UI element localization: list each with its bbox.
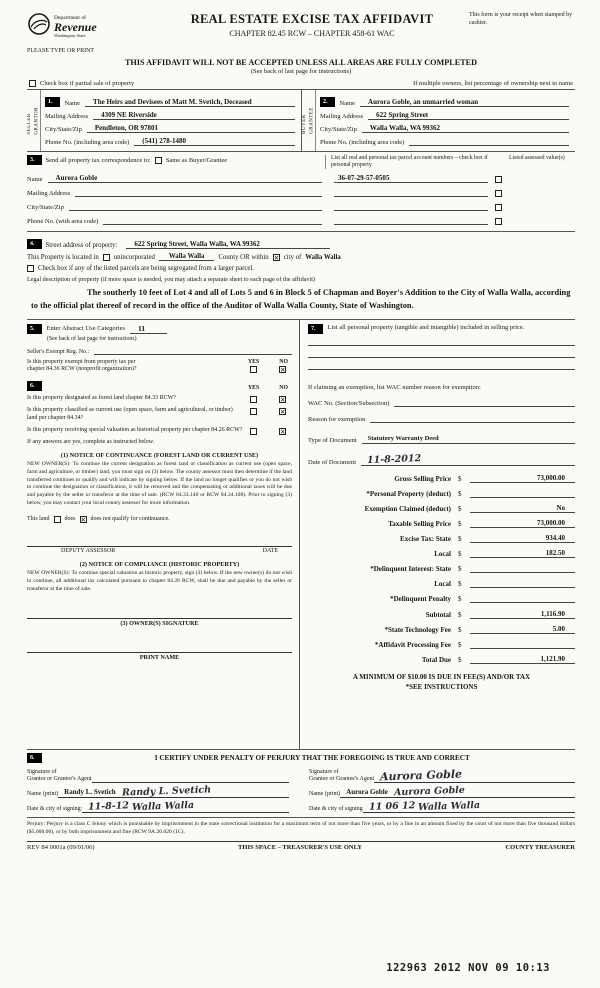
tax-name-value[interactable]: Aurora Goble (48, 174, 322, 183)
grantee-sig-label-1: Signature of (309, 768, 339, 775)
tax-phone-label: Phone No. (with area code) (27, 218, 99, 226)
fee-value-processing-fee[interactable] (470, 640, 575, 649)
see-back-note: (See back of last page for instructions) (250, 68, 352, 75)
grantor-name-typed: Randy L. Svetich (64, 788, 116, 797)
tax-csz-value[interactable] (69, 202, 322, 211)
fee-value-gross[interactable]: 73,000.00 (470, 474, 575, 483)
grantee-name-typed: Aurora Goble (346, 788, 388, 797)
seller-csz-label: City/State/Zip (45, 126, 82, 133)
street-address-value[interactable]: 622 Spring Street, Walla Walla, WA 99362 (126, 240, 329, 249)
section-8-number: 8. (27, 753, 42, 763)
legal-description-text: The southerly 10 feet of Lot 4 and all of Lots 5 and 6 in Block 5 of Chapman and Boyer's Addition to the City of Walla Walla, according to the official plat thereof of record in the office of the Auditor of Walla Walla County, State of Washington. (31, 288, 571, 311)
buyer-csz-value[interactable]: Walla Walla, WA 99362 (362, 124, 569, 133)
city-of-label: city of (283, 254, 302, 262)
parcel-number-4[interactable] (334, 216, 488, 225)
fee-value-personal[interactable] (470, 489, 575, 498)
this-land-label: This land (27, 516, 50, 523)
logo-state-text: Washington State (54, 33, 86, 38)
type-of-document-value[interactable]: Statutory Warranty Deed (362, 435, 575, 444)
seller-side-top: SELLER (27, 112, 32, 135)
buyer-side-top: BUYER (302, 114, 307, 134)
seller-grantor-side-label (27, 90, 41, 151)
print-name-label: PRINT NAME (139, 654, 180, 662)
grantee-signature-line[interactable] (374, 769, 575, 783)
fee-label-taxable: Taxable Selling Price (388, 519, 451, 528)
form-rev-number: REV 84 0001a (09/01/06) (27, 843, 95, 851)
fee-label-tech-fee: *State Technology Fee (384, 625, 451, 634)
dollar-sign: $ (458, 535, 462, 544)
grantor-date-line[interactable] (82, 801, 289, 813)
fee-label-excise-state: Excise Tax: State (400, 535, 451, 544)
city-checkbox[interactable]: ✕ (273, 254, 280, 263)
section-4-number: 4. (27, 239, 42, 249)
exempt-reg-value[interactable] (94, 346, 292, 355)
dollar-sign: $ (458, 489, 462, 498)
tax-mailing-value[interactable] (75, 188, 322, 197)
exemption-note: If claiming an exemption, list WAC number reason for exemption: (308, 383, 481, 391)
deputy-date-label: DATE (262, 547, 278, 554)
send-correspondence-label: Send all property tax correspondence to: (45, 156, 151, 164)
fee-label-delinquent-state: *Delinquent Interest: State (370, 565, 451, 574)
legal-description-label: Legal description of property (if more space is needed, you may attach a separate sheet to each page of the affidavit) (27, 276, 315, 284)
dollar-sign: $ (458, 519, 462, 528)
grantee-date-city-label: Date & city of signing (309, 805, 363, 812)
notice-compliance-text: NEW OWNER(S): To continue special valuation as historic property, sign (3) below. If the new owner(s) do not wish to continue, all additional tax calculated pursuant to chapter 84.26 RCW, shall be due and payable by the seller or transferor at the time of sale. (27, 569, 292, 592)
grantee-signature-block (301, 766, 575, 813)
fee-value-delinquent-state[interactable] (470, 564, 575, 573)
fee-value-taxable[interactable]: 73,000.00 (470, 519, 575, 528)
buyer-csz-label: City/State/Zip (320, 126, 357, 133)
grantee-signature-script: Aurora Goble (380, 767, 463, 784)
logo-dept-text: Department of (54, 15, 86, 21)
owners-signature-line[interactable] (27, 603, 292, 619)
county-treasurer-label: COUNTY TREASURER (505, 843, 575, 851)
cashier-stamp: 122963 2012 NOV 09 10:13 (386, 962, 550, 974)
fee-label-subtotal: Subtotal (425, 610, 451, 619)
tax-name-label: Name (27, 176, 43, 184)
parties-section (27, 89, 575, 152)
fee-label-delinquent-local: Local (434, 580, 451, 589)
seller-name-label: Name (64, 100, 81, 107)
fee-label-total-due: Total Due (421, 655, 451, 664)
buyer-mailing-value[interactable]: 622 Spring Street (368, 111, 569, 120)
parcel-personal-checkbox-3[interactable] (495, 204, 502, 211)
forest-no-checkbox[interactable]: ✕ (280, 396, 286, 405)
assessed-values-header: Listed assessed value(s) (509, 155, 565, 161)
dollar-sign: $ (458, 474, 462, 483)
grantee-sig-label-2: Grantee or Grantee's Agent (309, 775, 375, 782)
minimum-fee-note: A MINIMUM OF $10.00 IS DUE IN FEE(S) AND/OR TAX (352, 672, 531, 681)
abstract-use-value[interactable]: 11 (130, 324, 167, 334)
fee-table (308, 474, 575, 664)
current-use-yes-checkbox[interactable] (250, 408, 257, 415)
does-label: does (64, 516, 76, 523)
parcel-number-value[interactable]: 36-07-29-57-0505 (334, 174, 488, 183)
grantor-date-city-label: Date & city of signing: (27, 805, 83, 812)
buyer-name-value[interactable]: Aurora Goble, an unmarried woman (360, 98, 569, 107)
please-type-or-print-label: PLEASE TYPE OR PRINT (27, 48, 95, 54)
buyer-box (301, 90, 575, 151)
exempt-question-line2: chapter 84.36 RCW (nonprofit organization)? (27, 366, 137, 373)
fee-label-gross: Gross Selling Price (394, 474, 451, 483)
fee-label-personal: *Personal Property (deduct) (366, 489, 451, 498)
type-of-document-label: Type of Document (308, 436, 357, 444)
wac-value[interactable] (394, 398, 575, 407)
middle-columns (27, 320, 575, 750)
section-7-number: 7. (308, 324, 323, 334)
section-2-number: 2. (320, 97, 335, 107)
located-in-label: This Property is located in (27, 254, 99, 262)
forest-yes-checkbox[interactable] (250, 396, 257, 403)
historical-no-checkbox[interactable]: ✕ (280, 427, 286, 436)
seller-mailing-label: Mailing Address (45, 113, 89, 120)
section-4 (27, 232, 575, 319)
section-8 (27, 750, 575, 818)
personal-property-line-2[interactable] (308, 346, 575, 358)
dollar-sign: $ (458, 625, 462, 634)
dollar-sign: $ (458, 655, 462, 664)
section-6-number: 6. (27, 381, 42, 391)
segregated-checkbox[interactable] (27, 265, 34, 272)
historical-yes-checkbox[interactable] (250, 428, 257, 435)
personal-property-line-3[interactable] (308, 358, 575, 370)
grantor-name-script: Randy L. Svetich (121, 784, 211, 799)
section-5-see-back: (See back of last page for instructions) (47, 335, 137, 342)
date-of-document-value[interactable]: 11-8-2012 (366, 452, 422, 466)
buyer-mailing-label: Mailing Address (320, 113, 364, 120)
segregated-label: Check box if any of the listed parcels are being segregated from a larger parcel. (38, 265, 254, 273)
does-not-label: does not qualify for continuance. (90, 516, 170, 523)
warning-line: THIS AFFIDAVIT WILL NOT BE ACCEPTED UNLESS ALL AREAS ARE FULLY COMPLETED (124, 58, 478, 67)
dor-logo-text (54, 15, 97, 38)
street-address-label: Street address of property: (45, 242, 118, 250)
county-or-within-label: County OR within (218, 254, 269, 262)
buyer-phone-value[interactable] (409, 137, 569, 146)
abstract-use-label: Enter Abstract Use Categories (46, 325, 126, 333)
dollar-sign: $ (458, 550, 462, 559)
buyer-phone-label: Phone No. (including area code) (320, 139, 405, 146)
exempt-question-line1: Is this property exempt from property tax per (27, 358, 136, 365)
fee-value-penalty[interactable] (470, 594, 575, 603)
yes-header: YES (248, 358, 260, 365)
grantor-signature-line[interactable] (92, 772, 289, 783)
seller-mailing-value[interactable]: 4309 NE Riverside (93, 111, 295, 120)
s6-no-header: NO (279, 385, 288, 392)
print-name-line[interactable] (27, 637, 292, 653)
partial-sale-checkbox[interactable] (29, 80, 36, 87)
form-header (27, 12, 575, 54)
grantee-name-line[interactable] (340, 786, 575, 798)
fee-value-total-due[interactable]: 1,121.90 (470, 655, 575, 664)
treasurer-space-label: THIS SPACE – TREASURER'S USE ONLY (238, 843, 363, 851)
seller-phone-value[interactable]: (541) 278-1480 (134, 137, 295, 146)
seller-csz-value[interactable]: Pendleton, OR 97801 (87, 124, 295, 133)
sections-5-6-column (27, 320, 299, 749)
tax-csz-label: City/State/Zip (27, 204, 64, 212)
tax-mailing-label: Mailing Address (27, 190, 71, 198)
section-3 (27, 152, 575, 232)
parcel-personal-checkbox-2[interactable] (495, 190, 502, 197)
grantor-date-script: 11-8-12 (88, 800, 130, 813)
city-name-value[interactable]: Walla Walla (305, 254, 341, 262)
notice-continuance-text: NEW OWNER(S): To continue the current designation as forest land or classification as current use (open space, farm and agriculture, or timber) land, you must sign on (3) below. The county assessor must then determine if the land transferred continues to qualify and will indicate by signing below. If the land no longer qualifies or you do not wish to continue the designation or classification, it will be removed and the compensating or additional taxes will be due and payable by the seller or transferor at the time of sale. (RCW 84.33.140 or RCW 84.34.108). Prior to signing (3) below, you may contact your local county assessor for more information. (27, 460, 292, 507)
exempt-yes-checkbox[interactable] (250, 366, 257, 373)
fee-value-subtotal[interactable]: 1,116.90 (470, 610, 575, 619)
reason-value[interactable] (370, 414, 575, 423)
fee-value-exemption[interactable]: No (470, 504, 575, 513)
dollar-sign: $ (458, 640, 462, 649)
grantee-date-line[interactable] (363, 801, 575, 813)
does-qualify-checkbox[interactable] (54, 516, 61, 523)
dor-logo-block (27, 12, 155, 54)
notice-compliance-title: (2) NOTICE OF COMPLIANCE (HISTORIC PROPERTY) (79, 560, 240, 568)
see-instructions-note: *SEE INSTRUCTIONS (405, 683, 478, 692)
form-title: REAL ESTATE EXCISE TAX AFFIDAVIT (190, 12, 434, 26)
form-chapter-line: CHAPTER 82.45 RCW – CHAPTER 458-61 WAC (229, 29, 395, 38)
section-3-number: 3. (27, 155, 42, 165)
fee-value-tech-fee[interactable]: 5.00 (470, 625, 575, 634)
perjury-statement: Perjury: Perjury is a class C felony which is punishable by imprisonment in the state correctional institution for a maximum term of not more than five years, or by a fine in an amount fixed by the court of not more than five thousand dollars ($5,000.00), or by both imprisonment and fine (RCW 9A.20.020 (1C). (27, 821, 575, 835)
tax-phone-value[interactable] (103, 216, 322, 225)
county-name-value[interactable]: Walla Walla (159, 253, 215, 261)
exempt-reg-label: Seller's Exempt Reg. No.: (27, 348, 90, 355)
deputy-assessor-label: DEPUTY ASSESSOR (61, 547, 116, 554)
receipt-note: This form is your receipt when stamped by cashier. (469, 12, 573, 26)
owners-signature-label: (3) OWNER(S) SIGNATURE (120, 620, 199, 628)
grantee-city-script: Walla Walla (417, 799, 481, 814)
fee-value-delinquent-local[interactable] (470, 579, 575, 588)
logo-revenue-text: Revenue (54, 20, 97, 34)
grantee-date-script: 11 06 12 (368, 800, 416, 813)
dollar-sign: $ (458, 580, 462, 589)
seller-name-value[interactable]: The Heirs and Devisees of Matt M. Svetich, Deceased (85, 98, 295, 107)
grantee-name-script: Aurora Goble (393, 784, 465, 799)
if-any-answers-note: If any answers are yes, complete as instructed below. (27, 438, 155, 445)
fee-value-local[interactable]: 182.50 (470, 549, 575, 558)
date-of-document-label: Date of Document (308, 458, 357, 466)
partial-sale-row (27, 80, 575, 87)
grantee-name-print-label: Name (print) (309, 790, 341, 797)
exempt-no-checkbox[interactable]: ✕ (280, 365, 286, 374)
parcel-number-3[interactable] (334, 202, 488, 211)
same-as-buyer-label: Same as Buyer/Grantee (165, 156, 228, 164)
reason-label: Reason for exemption (308, 415, 366, 423)
seller-side-bottom: GRANTOR (34, 106, 40, 135)
parcel-personal-checkbox-1[interactable] (495, 176, 502, 183)
seller-box (27, 90, 301, 151)
does-not-qualify-checkbox[interactable]: ✕ (80, 515, 86, 524)
buyer-side-bottom: GRANTEE (309, 107, 315, 134)
revenue-logo-icon (27, 12, 51, 41)
grantor-sig-label-1: Signature of (27, 768, 57, 775)
unincorporated-checkbox[interactable] (103, 254, 110, 261)
section-7-column (299, 320, 575, 749)
current-use-no-checkbox[interactable]: ✕ (280, 408, 286, 417)
wac-label: WAC No. (Section/Subsection) (308, 399, 390, 407)
personal-property-label: List all personal property (tangible and intangible) included in selling price. (327, 323, 525, 331)
grantor-name-print-label: Name (print) (27, 790, 59, 797)
s6-yes-header: YES (248, 385, 260, 392)
parcel-personal-checkbox-4[interactable] (495, 218, 502, 225)
partial-sale-label: Check box if partial sale of property (40, 80, 135, 87)
dollar-sign: $ (458, 565, 462, 574)
grantor-name-line[interactable] (58, 786, 289, 798)
fee-label-penalty: *Delinquent Penalty (390, 595, 451, 604)
deputy-assessor-signature-line[interactable] (27, 533, 292, 547)
certify-statement: I CERTIFY UNDER PENALTY OF PERJURY THAT THE FOREGOING IS TRUE AND CORRECT (154, 753, 470, 762)
fee-label-processing-fee: *Affidavit Processing Fee (374, 640, 451, 649)
no-header: NO (279, 358, 288, 365)
grantor-sig-label-2: Grantor or Grantor's Agent (27, 775, 92, 782)
fee-label-exemption: Exemption Claimed (deduct) (364, 504, 451, 513)
buyer-grantee-side-label (302, 90, 316, 151)
unincorporated-label: unincorporated (113, 254, 155, 262)
section-5-number: 5. (27, 324, 42, 334)
multiple-owners-note: If multiple owners, list percentage of ownership next to name (413, 80, 573, 87)
fee-value-excise-state[interactable]: 934.40 (470, 534, 575, 543)
section-1-number: 1. (45, 97, 60, 107)
dollar-sign: $ (458, 610, 462, 619)
dollar-sign: $ (458, 504, 462, 513)
forest-land-question: Is this property designated as forest land chapter 84.33 RCW? (27, 395, 176, 402)
parcel-number-2[interactable] (334, 188, 488, 197)
footer-bar (27, 841, 575, 851)
parcel-numbers-header: List all real and personal tax parcel account numbers – check box if personal property (331, 155, 488, 169)
dollar-sign: $ (458, 595, 462, 604)
same-as-buyer-checkbox[interactable] (155, 157, 162, 164)
buyer-name-label: Name (339, 100, 356, 107)
fee-label-local: Local (434, 550, 451, 559)
grantor-city-script: Walla Walla (132, 799, 195, 814)
current-use-question: Is this property classified as current use (open space, farm and agricultural, or timber) land per chapter 84.34? (27, 407, 233, 422)
historical-question: Is this property receiving special valuation as historical property per chapter 84.26 RCW? (27, 426, 243, 433)
grantor-signature-block (27, 766, 301, 813)
seller-phone-label: Phone No. (including area code) (45, 139, 130, 146)
notice-continuance-title: (1) NOTICE OF CONTINUANCE (FOREST LAND OR CURRENT USE) (60, 451, 259, 459)
personal-property-line-1[interactable] (308, 334, 575, 346)
